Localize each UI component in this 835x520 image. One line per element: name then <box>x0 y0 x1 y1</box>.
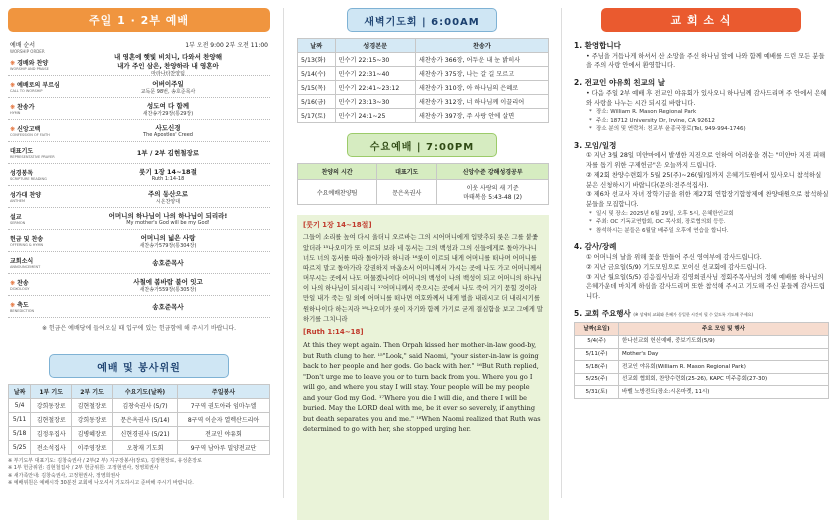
order-value-line: 사철에 봄바람 불어 잇고 <box>133 277 203 286</box>
worship-order-value <box>68 302 268 311</box>
order-value-sub: 시온찬양대 <box>155 198 181 205</box>
table-cell: 새찬송가 312장, 너 하나님께 이끌리어 <box>415 95 548 109</box>
order-label-ko: ❋ 찬송 <box>10 280 29 287</box>
order-label-en: REPRESENTATIVE PRAYER <box>10 155 55 159</box>
worship-order-value <box>68 79 268 95</box>
worship-order-value <box>68 101 268 117</box>
schedule-item: ② 제2회 찬양수련회가 5월 25(주)~26(월)일까지 은혜기도원에서 있사오니 참석하실 분은 신청하시기 바랍니다(문의:전주석집사). <box>586 171 822 189</box>
worship-order-row <box>8 98 270 120</box>
picnic-detail: * 주소: 18712 University Dr, Irvine, CA 92612 <box>574 117 829 126</box>
table-cell: 강희동장로 <box>72 413 113 427</box>
event-date: 5/31(토) <box>575 386 619 399</box>
table-cell: 5/13(화) <box>298 53 336 67</box>
scripture-text-ko: 그들이 소리를 높여 다시 울더니 오르바는 그의 시어머니에게 입맞추되 룻은 그를 붙좇았더라 ¹⁵나오미가 또 이르되 보라 네 동서는 그의 백성과 그의 신들에게로 돌아가나니 너도 너의 동서를 따라 돌아가라 하니라 ¹⁶룻이 이르되 내게 어머니를 떠나며 어머니를 따르지 말고 돌아가라 강권하지 마옵소서 어머니께서 가시는 곳에 나도 가고 어머니께서 머무시는 곳에서 나도 머물겠나이다 어머니의 백성이 나의 백성이 되고 어머니의 하나님이 나의 하나님이 되시리니 ¹⁷어머니께서 죽으시는 곳에서 나도 죽어 거기 묻힐 것이라 만일 내가 죽는 일 외에 어머니를 떠나면 여호와께서 내게 벌을 내리시고 더 내리시기를 원하나이다 하는지라 ¹⁸나오미가 룻이 자기와 함께 가기로 굳게 결심함을 보고 그에게 말하기를 그치니라 <box>303 234 543 323</box>
order-label-en: CONFESSION OF FAITH <box>10 133 50 137</box>
worship-order-value <box>68 211 268 226</box>
picnic-details <box>574 108 829 134</box>
worship-order-subtitle: WORSHIP ORDER <box>10 49 45 54</box>
scripture-ref-ko: [룻기 1장 14~18절] <box>303 221 372 229</box>
table-row <box>575 386 829 399</box>
service-note-line: ※ 1부 헌금위원: 김현철집사 / 2부 헌금위원: 고정현권사, 정영희권사 <box>8 465 159 472</box>
table-cell: 민수기 23:13~30 <box>335 95 415 109</box>
event-date: 5/25(주) <box>575 373 619 386</box>
section-schedule-title: 3. 모임/일정 <box>574 140 617 150</box>
worship-order-value <box>68 258 268 267</box>
worship-order-value <box>68 167 268 182</box>
event-desc: 바벨 노방전도(장소:시온마켓, 11시) <box>619 386 829 399</box>
star-icon: ❋ <box>10 60 18 67</box>
table-cell: 민수기 22:31~40 <box>335 67 415 81</box>
worship-order-label <box>10 80 68 93</box>
table-cell: 새찬송가 375장, 나는 갈 길 모르고 <box>415 67 548 81</box>
order-value-line: 송호준목사 <box>152 303 184 311</box>
service-notes <box>8 458 270 487</box>
event-desc: 선교회 협회회, 찬양수련회(25-26), KAPC 미주총회(27-30) <box>619 373 829 386</box>
order-label-en: WORSHIP AND PRAISE <box>10 67 49 71</box>
table-cell <box>437 180 549 205</box>
cell-line: 이웃 사랑의 새 기준 <box>466 185 519 192</box>
table-cell: 5/4 <box>9 399 31 413</box>
worship-banner: 주일 1 · 2부 예배 <box>8 8 270 32</box>
worship-order-value <box>68 123 268 138</box>
table-header-cell: 대표기도 <box>377 164 437 180</box>
table-header-cell: 날짜 <box>298 39 336 53</box>
order-label-ko: ❋ 찬송가 <box>10 104 35 111</box>
worship-order-row <box>8 296 270 318</box>
picnic-detail: * 장소 분의 및 연락처: 친교부 윤종국장로(Tel, 949-994-1746) <box>574 125 829 134</box>
star-icon: ❋ <box>10 302 18 309</box>
service-volunteers-banner: 예배 및 봉사위원 <box>49 354 229 378</box>
table-cell: 5/18 <box>9 427 31 441</box>
picnic-detail: * 장소: William R. Mason Regional Park <box>574 108 829 117</box>
table-cell: 민수기 22:15~30 <box>335 53 415 67</box>
service-note-line: ※ 부기도부 대표기도: 김창숙권사 / 2부(2 부) 지구장봉사(장로), 김정현장로, 유성훈장로 <box>8 458 202 464</box>
cell-line: 문은옥권사 <box>392 189 422 197</box>
worship-order-label <box>10 146 68 159</box>
star-icon: ❋ <box>10 280 18 287</box>
order-value-line: 성도여 다 함께 <box>146 101 190 110</box>
star-icon: ❋ <box>10 126 18 133</box>
announcements <box>574 40 829 399</box>
table-cell: 5/14(수) <box>298 67 336 81</box>
table-cell: 전소석집사 <box>31 441 72 455</box>
worship-order-label <box>10 168 68 181</box>
order-label-ko: ❋ 신앙고백 <box>10 126 41 133</box>
order-label-ko: 헌금 및 찬송 <box>10 236 44 243</box>
section-thanks-title: 4. 감사/장례 <box>574 242 617 252</box>
table-row <box>298 81 549 95</box>
welcome-text: • 주님을 거듭나게 하셔서 산 소망을 주신 하나님 앞에 나와 함께 예배를 드린 모든 분들을 주의 사랑 안에서 환영합니다. <box>586 52 825 70</box>
worship-order-row <box>8 274 270 296</box>
schedule-items <box>574 151 829 235</box>
table-cell <box>377 180 437 205</box>
announcements-column <box>574 8 829 399</box>
scripture-box <box>297 215 549 520</box>
prayer-column <box>297 8 549 520</box>
table-cell: 문은옥권사 (5/14) <box>113 413 178 427</box>
worship-order-row <box>8 164 270 186</box>
table-cell: 김창숙권사 (5/7) <box>113 399 178 413</box>
announcements-banner: 교 회 소 식 <box>601 8 801 32</box>
table-row <box>575 348 829 361</box>
table-cell: 5/16(금) <box>298 95 336 109</box>
table-row <box>575 335 829 348</box>
order-label-en: HYMN <box>10 111 21 115</box>
order-value-sub: 마라나타찬양팀 <box>151 71 185 77</box>
order-value-line: 내가 주인 삼은, 찬양하라 내 영혼아 <box>117 62 219 70</box>
order-label-en: ANTHEM <box>10 199 26 203</box>
order-value-sub: My mother's God will be my God! <box>126 220 210 226</box>
table-row <box>298 109 549 123</box>
table-header-cell: 날짜 <box>9 385 31 399</box>
worship-order-label <box>10 124 68 137</box>
order-value-sub: 교독문 98번, 송호준목사 <box>140 88 196 95</box>
table-cell: 새찬송가 366장, 어두운 내 눈 밝히사 <box>415 53 548 67</box>
table-cell: 신현경권사 (5/21) <box>113 427 178 441</box>
events-table <box>574 322 829 398</box>
table-cell: 김현철장로 <box>72 399 113 413</box>
table-header-cell: 1부 기도 <box>31 385 72 399</box>
event-desc: Mother's Day <box>619 348 829 361</box>
order-label-en: DOXOLOGY <box>10 287 30 291</box>
table-row <box>9 399 270 413</box>
service-note-line: ※ 예배위원은 예배시작 30분전 교회에 나오셔서 기도하시고 준비해 주시기 바랍니다. <box>8 479 194 486</box>
cell-line: 마태복음 5:43-48 (2) <box>463 194 522 201</box>
worship-order-label <box>10 278 68 291</box>
schedule-detail: * 주최: OC 기독교연합회, OC 목사회, 장로협의회 등등. <box>574 218 829 227</box>
section-events-title <box>574 308 829 320</box>
order-label-ko: ❋ 축도 <box>10 302 29 309</box>
schedule-detail: * 참석하시는 분들은 6월달 배주일 오후에 연습을 합니다. <box>574 227 829 236</box>
table-header-cell: 2부 기도 <box>72 385 113 399</box>
order-label-en: ANNOUNCEMENT <box>10 265 41 269</box>
event-date: 5/4(주) <box>575 335 619 348</box>
thanks-item: ② 지난 금요일(5/9) 기도모임으로 모이신 선교회에 감사드립니다. <box>586 263 767 271</box>
event-desc: 전교인 야유회(William R. Mason Regional Park) <box>619 361 829 374</box>
table-header-cell: 주요 모임 및 행사 <box>619 323 829 336</box>
order-label-en: SERMON <box>10 221 26 225</box>
service-note-line: ※ 새가족안내: 김창숙권사, 고정현권사, 정영희권사 <box>8 472 121 479</box>
table-cell: 7구역 권도아라 임마누엘 <box>178 399 270 413</box>
table-cell: 민수기 24:1~25 <box>335 109 415 123</box>
table-header-cell: 날짜(요일) <box>575 323 619 336</box>
table-row <box>298 53 549 67</box>
worship-order-row <box>8 54 270 76</box>
order-value-line: 사도신경 <box>155 124 181 132</box>
event-date: 5/18(주) <box>575 361 619 374</box>
service-volunteers-table <box>8 384 270 455</box>
picnic-text: • 다음 주일 2부 예배 후 전교인 야유회가 있사오니 하나님께 감사드리며 주 안에서 은혜와 사랑을 나누는 시간 되시길 바랍니다. <box>586 89 827 107</box>
table-cell: 8구역 이순자 열렉산드리아 <box>178 413 270 427</box>
order-value-sub: 새찬송가559장(통305장) <box>139 286 197 293</box>
thanks-item: ① 어머니의 날을 위해 꽃을 만들어 주신 영여부에 감사드립니다. <box>586 254 762 262</box>
worship-order-value <box>68 52 268 77</box>
section-welcome-title: 1. 환영합니다 <box>574 41 621 50</box>
order-label-ko: 교회소식 <box>10 258 34 265</box>
dawn-prayer-table <box>297 38 549 123</box>
order-label-en: CALL TO WORSHIP <box>10 89 43 93</box>
table-cell: 9구역 남아루 밀양전교단 <box>178 441 270 455</box>
worship-order-label <box>10 190 68 203</box>
schedule-detail: * 일시 및 장소: 2025년 6월 29일, 오후 5시, 은혜한인교회 <box>574 210 829 219</box>
schedule-item: ① 지난 3월 28일 미얀마에서 발생한 지진으로 인하여 어려움을 겪는 "미얀마 지진 피해자를 돕기 위한 구제헌금"은 오늘까지 드립니다. <box>586 152 826 170</box>
order-value-line: 송호준목사 <box>152 259 184 267</box>
table-row <box>9 413 270 427</box>
worship-order-list <box>8 54 270 318</box>
table-cell: 민수기 22:41~23:12 <box>335 81 415 95</box>
worship-order-row <box>8 120 270 142</box>
table-cell: 새찬송가 310장, 아 하나님의 은혜로 <box>415 81 548 95</box>
table-row <box>298 67 549 81</box>
table-header-cell: 찬양의 시간 <box>298 164 377 180</box>
column-divider <box>561 8 562 498</box>
order-value-sub: The Apostles' Creed <box>143 132 193 138</box>
table-header-cell: 주일봉사 <box>178 385 270 399</box>
worship-order-value <box>68 148 268 157</box>
table-cell: 5/25 <box>9 441 31 455</box>
worship-order-label <box>10 234 68 247</box>
table-header-cell: 수요기도(날짜) <box>113 385 178 399</box>
table-cell: 이주영장로 <box>72 441 113 455</box>
schedule-item: ③ 제6차 선교사 자녀 장학기금을 위한 제27회 연합장기합창제에 찬양대원으로 참석하실 분들을 모집합니다. <box>586 191 829 209</box>
order-value-line: 어머니의 하나님이 나의 하나님이 되리라! <box>108 212 228 220</box>
table-cell: 김병혜장로 <box>72 427 113 441</box>
table-cell: 강희동장로 <box>31 399 72 413</box>
worship-order-row <box>8 230 270 252</box>
table-cell: 새찬송가 397장, 주 사랑 안에 살면 <box>415 109 548 123</box>
table-header-cell: 찬송가 <box>415 39 548 53</box>
worship-order-label <box>10 300 68 313</box>
column-divider <box>283 8 284 498</box>
thanks-item: ③ 지난 월요일(5/5) 김응집사님과 김영희권사님 정회주목사님의 정혜 예배를 하나님의 은혜가운데 마치게 하심을 감사드리며 또한 참석해 주시고 기도해 주신 분들께 감사드립니다. <box>586 273 825 301</box>
table-row <box>298 95 549 109</box>
order-label-ko: 대표기도 <box>10 148 34 155</box>
wednesday-service-table <box>297 163 549 205</box>
star-icon: ❋ <box>10 104 18 111</box>
order-value-sub: 새찬송가29장(통29장) <box>142 110 194 117</box>
order-label-ko: ❋ 경배와 찬양 <box>10 60 49 67</box>
order-label-en: OFFERING & HYMN <box>10 243 44 247</box>
order-label-en: SCRIPTURE READING <box>10 177 47 181</box>
order-value-line: 룻기 1장 14~18절 <box>139 168 197 176</box>
service-times: 1부 오전 9:00 2부 오전 11:00 <box>185 42 268 49</box>
order-label-ko: 설교 <box>10 214 22 221</box>
worship-order-label <box>10 102 68 115</box>
worship-order-row <box>8 76 270 98</box>
order-value-line: 1부 / 2부 김현철장로 <box>136 149 200 157</box>
worship-order-label <box>10 58 68 71</box>
table-header-cell: 신앙수준 강해성경공부 <box>437 164 549 180</box>
table-row <box>9 441 270 455</box>
cell-line: 수요예배찬양팀 <box>316 189 358 197</box>
table-row <box>9 427 270 441</box>
worship-order-label <box>10 212 68 225</box>
table-cell: 5/17(토) <box>298 109 336 123</box>
offering-note: ※ 헌금은 예배당에 들어오실 때 입구에 있는 헌금함에 해 주시기 바랍니다. <box>41 325 237 332</box>
wednesday-service-banner: 수요예배 | 7:00PM <box>347 133 497 157</box>
order-label-en: BENEDICTION <box>10 309 35 313</box>
table-row <box>575 361 829 374</box>
order-label-ko: 성경봉독 <box>10 170 34 177</box>
table-cell: 전교인 야유회 <box>178 427 270 441</box>
worship-order-title: 예배 순서 <box>10 42 36 49</box>
order-label-ko: 성가대 찬양 <box>10 192 42 199</box>
star-icon: ❋ <box>10 82 18 89</box>
worship-order-value <box>68 189 268 205</box>
section-picnic-title: 2. 전교인 야유회 친교의 날 <box>574 78 665 88</box>
worship-order-value <box>68 277 268 293</box>
order-value-line: 주의 동산으로 <box>148 189 188 198</box>
worship-order-label <box>10 256 68 269</box>
worship-order-row <box>8 142 270 164</box>
worship-order-value <box>68 233 268 249</box>
table-cell: 오창재 기도회 <box>113 441 178 455</box>
table-header-cell: 성경본문 <box>335 39 415 53</box>
table-cell: 5/15(목) <box>298 81 336 95</box>
worship-order-row <box>8 208 270 230</box>
scripture-ref-en: [Ruth 1:14~18] <box>303 328 364 337</box>
dawn-prayer-banner: 새벽기도회 | 6:00AM <box>347 8 497 32</box>
event-date: 5/11(주) <box>575 348 619 361</box>
order-value-line: 어머니의 넓은 사랑 <box>140 233 196 242</box>
order-label-ko: ❋ 예배로의 부르심 <box>10 82 60 89</box>
worship-order-row <box>8 186 270 208</box>
table-cell: 5/11 <box>9 413 31 427</box>
table-cell: 김현철장로 <box>31 413 72 427</box>
table-cell: 김정우집사 <box>31 427 72 441</box>
event-desc: 한나선교회 헌신예배, 중보기도회(5/9) <box>619 335 829 348</box>
table-row <box>575 373 829 386</box>
worship-order-row <box>8 252 270 274</box>
table-cell <box>298 180 377 205</box>
order-value-line: 내 영혼에 햇빛 비치니, 다와서 찬양해 <box>114 53 222 61</box>
order-value-line: 어버이주일 <box>152 79 184 88</box>
order-value-sub: 새찬송가579장(통304장) <box>139 242 197 249</box>
scripture-text-en: At this they wept again. Then Orpah kissed her mother-in-law good-by, but Ruth clung to her. ¹⁵"Look," said Naomi, "your sister-in-law is going back to her people and her gods. Go back with her." ¹⁶But Ruth replied, "Don't urge me to leave you or to turn back from you. Where you go I will go, and where you stay I will stay. Your people will be my people and your God my God. ¹⁷Where you die I will die, and there I will be buried. May the LORD deal with me, be it ever so severely, if anything but death separates you and me." ¹⁸When Naomi realized that Ruth was determined to go with her, she stopped urging her. <box>303 341 541 434</box>
worship-order-column <box>8 8 270 487</box>
order-value-sub: Ruth 1:14-18 <box>151 176 185 182</box>
events-note: (※ 상세히 교회와 은혜가 동일한 시간이 될 수 있도록 기도해 주세요) <box>633 311 754 317</box>
events-title-text: 5. 교회 주요행사 <box>574 308 631 318</box>
thanks-items <box>574 253 829 302</box>
